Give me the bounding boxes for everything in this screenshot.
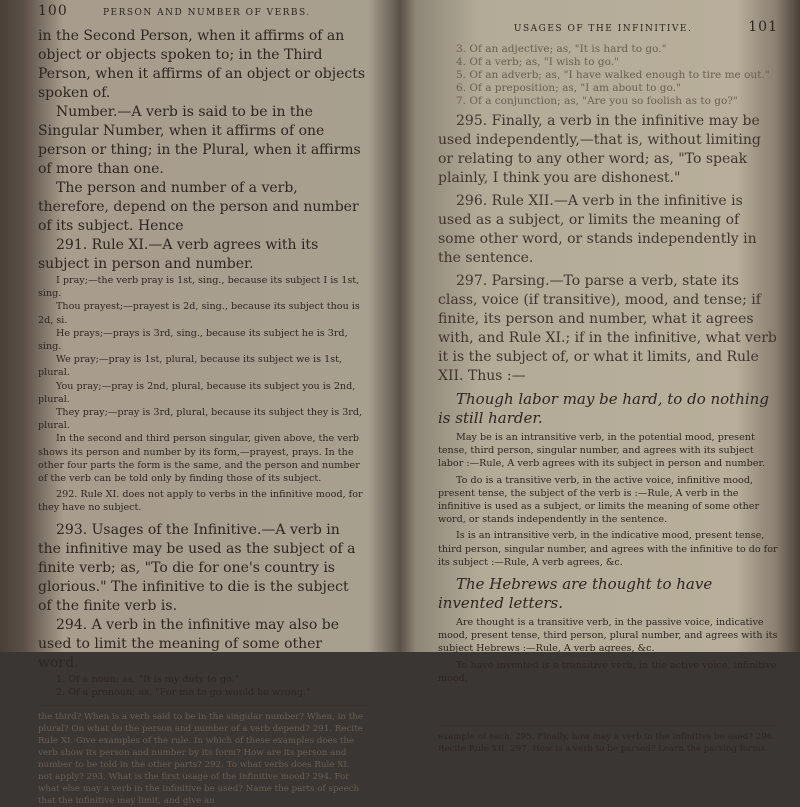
parsing-entry: To have invented is a transitive verb, in the active voice, infinitive mood, <box>438 659 777 684</box>
left-page <box>0 0 394 807</box>
right-running-head <box>438 18 778 39</box>
left-page-title: PERSON AND NUMBER OF VERBS. <box>102 8 311 18</box>
note-292: 292. Rule XI. does not apply to verbs in the infinitive mood, for they have no subject. <box>38 489 363 514</box>
list-item: 7. Of a conjunction; as, "Are you so foolish as to go?" <box>456 95 738 107</box>
example-line: Thou prayest;—prayest is 2d, sing., because its subject thou is 2d, si. <box>38 301 360 326</box>
rule-xi: 291. Rule XI.—A verb agrees with its subject in person and number. <box>38 237 319 272</box>
paragraph-294: 294. A verb in the infinitive may also be used to limit the meaning of some other word. <box>38 616 339 671</box>
footnote-divider <box>38 705 366 706</box>
example-note: In the second and third person singular, given above, the verb shows its person and number by its form,—prayest, prays. In the other four parts the form is the same, and the person and number of the verb can be told only by finding those of its subject. <box>38 433 360 485</box>
parsing-entry: Is is an intransitive verb, in the indicative mood, present tense, third person, singular number, and agrees with the infinitive to do for its subject :—Rule, A verb agrees, &c. <box>438 530 778 568</box>
example-line: I pray;—the verb pray is 1st, sing., because its subject I is 1st, sing. <box>38 275 360 300</box>
list-item: 1. Of a noun; as, "It is my duty to go." <box>56 673 240 685</box>
parsing-entry: Are thought is a transitive verb, in the passive voice, indicative mood, present tense, third person, plural number, and agrees with its subject Hebrews :—Rule, A verb agrees, &c. <box>438 617 778 655</box>
list-item: 6. Of a preposition; as, "I am about to go." <box>456 82 681 94</box>
example-line: He prays;—prays is 3rd, sing., because its subject he is 3rd, sing. <box>38 327 348 353</box>
list-item: 4. Of a verb; as, "I wish to go." <box>456 56 619 68</box>
left-running-head <box>38 2 366 23</box>
review-questions: example of each. 295. Finally, how may a verb in the infinitive be used? 296. Recite Rule XII. 297. How is a verb to be parsed? Learn the parsing forms. <box>438 732 776 755</box>
example-sentence: The Hebrews are thought to have invented letters. <box>438 575 713 613</box>
right-page-number: 101 <box>748 19 778 35</box>
example-line: You pray;—pray is 2nd, plural, because its subject you is 2nd, plural. <box>38 380 356 405</box>
footnote-divider <box>438 725 778 726</box>
paragraph: The person and number of a verb, therefore, depend on the person and number of its subject. Hence <box>38 180 359 234</box>
paragraph-295: 295. Finally, a verb in the infinitive may be used independently,—that is, without limiting or relating to any other word; as, "To speak plainly, I think you are dishonest." <box>438 113 761 186</box>
paragraph-297: 297. Parsing.—To parse a verb, state its class, voice (if transitive), mood, and tense; if finite, its person and number, what it agrees with, and Rule XI.; if in the infinitive, what verb it is the subject of, or what it limits, and Rule XII. Thus :— <box>438 273 777 384</box>
list-item: 2. Of a pronoun; as, "For me to go would be wrong." <box>56 686 311 698</box>
left-page-number: 100 <box>38 3 68 19</box>
rule-xii: 296. Rule XII.—A verb in the infinitive is used as a subject, or limits the meaning of some other word, or stands independently in the sentence. <box>438 193 757 266</box>
review-questions: the third? When is a verb said to be in the singular number? When, in the plural? On what do the person and number of a verb depend? 291. Recite Rule XI. Give examples of the rule. In which of these examples does the verb show its person and number by its form? How are its person and number to be told in the other parts? 292. To what verbs does Rule XI. not apply? 293. What is the first usage of the infinitive mood? 294. For what else may a verb in the infinitive be used? Name the parts of speech that the infinitive may limit, and give an <box>38 712 363 807</box>
paragraph: in the Second Person, when it affirms of an object or objects spoken to; in the Third Person, when it affirms of an object or objects spoken of. <box>38 28 366 101</box>
parsing-entry: To do is a transitive verb, in the active voice, infinitive mood, present tense, the subject of the verb is :—Rule, A verb in the infinitive is used as a subject, or limits the meaning of some other word, or stands independently in the sentence. <box>438 474 760 526</box>
parsing-entry: May be is an intransitive verb, in the potential mood, present tense, third person, singular number, and agrees with its subject labor :—Rule, A verb agrees with its subject in person and number. <box>438 432 766 470</box>
paragraph-293: 293. Usages of the Infinitive.—A verb in the infinitive may be used as the subject of a finite verb; as, "To die for one's country is glorious." The infinitive to die is the subject of the finite verb is. <box>38 521 356 614</box>
right-page-title: USAGES OF THE INFINITIVE. <box>513 24 693 34</box>
example-line: They pray;—pray is 3rd, plural, because its subject they is 3rd, plural. <box>38 407 363 432</box>
example-line: We pray;—pray is 1st, plural, because its subject we is 1st, plural. <box>38 354 343 379</box>
list-item: 5. Of an adverb; as, "I have walked enough to tire me out." <box>456 69 770 81</box>
example-sentence: Though labor may be hard, to do nothing is still harder. <box>438 390 769 427</box>
paragraph: Number.—A verb is said to be in the Singular Number, when it affirms of one person or thing; in the Plural, when it affirms of more than one. <box>38 104 361 177</box>
list-item: 3. Of an adjective; as, "It is hard to go." <box>456 43 667 55</box>
right-page <box>402 0 800 755</box>
